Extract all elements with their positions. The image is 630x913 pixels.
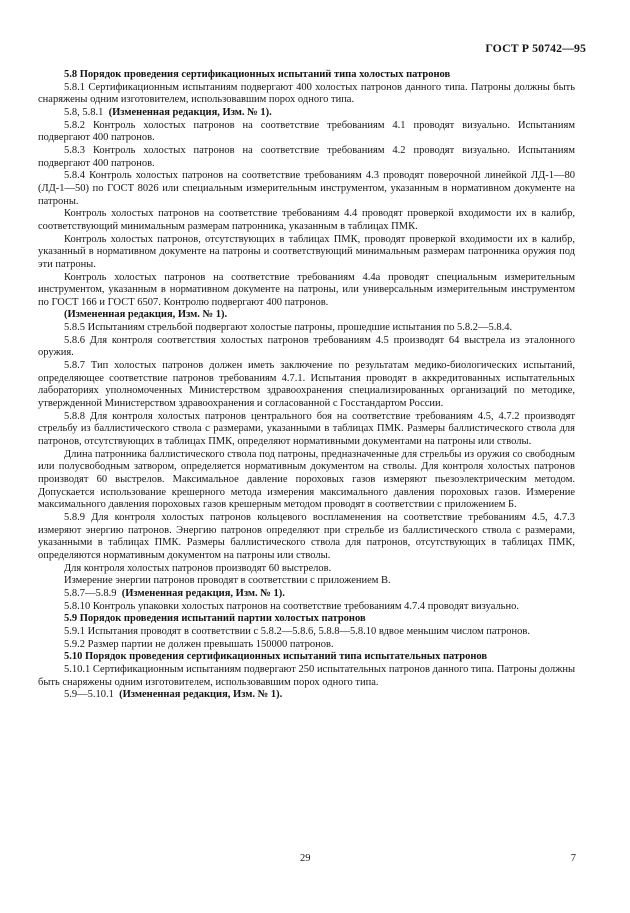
- document-body: [38, 69, 575, 702]
- clause-5-8-6: 5.8.6 Для контроля соответствия холостых патронов требованиям 4.5 производят 64 выстрела из эталонного оружия.: [38, 334, 575, 359]
- clause-5-8-1: 5.8.1 Сертификационным испытаниям подвергают 400 холостых патронов данного типа. Патроны должны быть снаряжены одним изготовителем, использовавшим порох одного типа.: [38, 81, 575, 106]
- clause-5-8-2: 5.8.2 Контроль холостых патронов на соответствие требованиям 4.1 проводят визуально. Испытаниям подвергают 400 патронов.: [38, 119, 575, 144]
- clause-5-8-4-para3: Контроль холостых патронов, отсутствующих в таблицах ПМК, проводят проверкой входимости их в калибр, указанный в нормативном документе на патроны и соответствующий минимальным размерам патронника оружия под эти патроны.: [38, 233, 575, 270]
- amendment-text: (Измененная редакция, Изм. № 1).: [108, 106, 272, 118]
- section-5-10-title: 5.10 Порядок проведения сертификационных испытаний типа испытательных патронов: [64, 651, 488, 663]
- amendment-text: (Измененная редакция, Изм. № 1).: [121, 587, 285, 599]
- clause-5-8-4-para2: Контроль холостых патронов на соответствие требованиям 4.4 проводят проверкой входимости их в калибр, соответствующий минимальным размерам патронника, указанным в таблицах ПМК.: [38, 208, 575, 232]
- clause-5-8-8-para2: Длина патронника баллистического ствола под патроны, предназначенные для стрельбы из оружия со свободным или полусвободным затвором, определяется нормативным документом на стволы. Для контроля холостых патронов производят 60 выстрелов. Максимальное давление пороховых газов измеряют пьезоэлектрическим методом. Допускается использование крешерного метода измерения максимального давления пороховых газов. Измерение максимального давления пороховых газов крешерным методом проводят в соответствии с приложением Б.: [38, 448, 575, 511]
- sheet-number: 7: [570, 853, 576, 864]
- clause-5-9-1: 5.9.1 Испытания проводят в соответствии с 5.8.2—5.8.6, 5.8.8—5.8.10 вдвое меньшим числом патронов.: [64, 625, 530, 637]
- clause-5-8-5: 5.8.5 Испытаниям стрельбой подвергают холостые патроны, прошедшие испытания по 5.8.2—5.8.4.: [64, 322, 513, 334]
- clause-5-9-2: 5.9.2 Размер партии не должен превышать 150000 патронов.: [64, 638, 334, 650]
- clause-5-8-9-para2: Для контроля холостых патронов производят 60 выстрелов.: [64, 562, 332, 574]
- clause-5-8-9-para3: Измерение энергии патронов проводят в соответствии с приложением В.: [64, 575, 391, 587]
- amendment-note-5-8: [38, 107, 575, 120]
- clause-5-8-9: 5.8.9 Для контроля холостых патронов кольцевого воспламенения на соответствие требованиям 4.5, 4.7.3 измеряют энергию патронов. Энергию патронов определяют при стрельбе из баллистического ствола с размерами, указанными в таблицах ПМК. Размеры баллистического ствола для патронов, отсутствующих в таблицах ПМК, определяются нормативным документом на патроны или стволы.: [38, 511, 575, 561]
- amendment-note-5-8-7-9: [38, 588, 575, 601]
- amendment-note-5-8-4: (Измененная редакция, Изм. № 1).: [64, 309, 228, 321]
- clause-5-8-10: 5.8.10 Контроль упаковки холостых патронов на соответствие требованиям 4.7.4 проводят визуально.: [64, 600, 519, 612]
- clause-5-8-4: 5.8.4 Контроль холостых патронов на соответствие требованиям 4.3 проводят поверочной линейкой ЛД-1—80 (ЛД-1—50) по ГОСТ 8026 или специальным измерительным инструментом, указанным в нормативном документе на патроны.: [38, 170, 575, 207]
- clause-5-8-7: 5.8.7 Тип холостых патронов должен иметь заключение по результатам медико-биологических испытаний, определяющее соответствие патронов требованиям 4.7.1. Испытания проводят в аккредитованных испытательных лабораториях уполномоченных Министерством здравоохранения специализированных организаций по методике, утвержденной Министерством здравоохранения и согласованной с Госстандартом России.: [38, 360, 575, 410]
- amendment-note-5-9-5-10-1: [38, 689, 575, 702]
- clause-ref: 5.8.7—5.8.9: [64, 587, 117, 599]
- clause-5-8-8: 5.8.8 Для контроля холостых патронов центрального боя на соответствие требованиям 4.5, 4.7.2 производят стрельбу из баллистического ствола с размерами, указанными в таблицах ПМК. Размеры баллистического ствола для патронов, отсутствующих в таблицах ПМК, определяют нормативными документами на патроны или стволы.: [38, 410, 575, 448]
- section-5-9-title: 5.9 Порядок проведения испытаний партии холостых патронов: [64, 613, 366, 625]
- amendment-text: (Измененная редакция, Изм. № 1).: [119, 689, 283, 701]
- clause-ref: 5.8, 5.8.1: [64, 106, 104, 118]
- clause-5-10-1: 5.10.1 Сертификационным испытаниям подвергают 250 испытательных патронов данного типа. Патроны должны быть снаряжены одним изготовителем, использовавшим порох одного типа.: [38, 663, 575, 688]
- standard-header: ГОСТ Р 50742—95: [485, 41, 586, 55]
- clause-5-8-3: 5.8.3 Контроль холостых патронов на соответствие требованиям 4.2 проводят визуально. Испытаниям подвергают 400 патронов.: [38, 144, 575, 169]
- section-5-8-title: 5.8 Порядок проведения сертификационных испытаний типа холостых патронов: [64, 69, 451, 80]
- page-number: 29: [300, 853, 311, 864]
- clause-ref: 5.9—5.10.1: [64, 689, 114, 701]
- clause-5-8-4-para4: Контроль холостых патронов на соответствие требованиям 4.4а проводят специальным измерительным инструментом, указанным в нормативном документе на патроны, или универсальным измерительным инструментом по ГОСТ 166 и ГОСТ 6507. Контролю подвергают 400 патронов.: [38, 271, 575, 308]
